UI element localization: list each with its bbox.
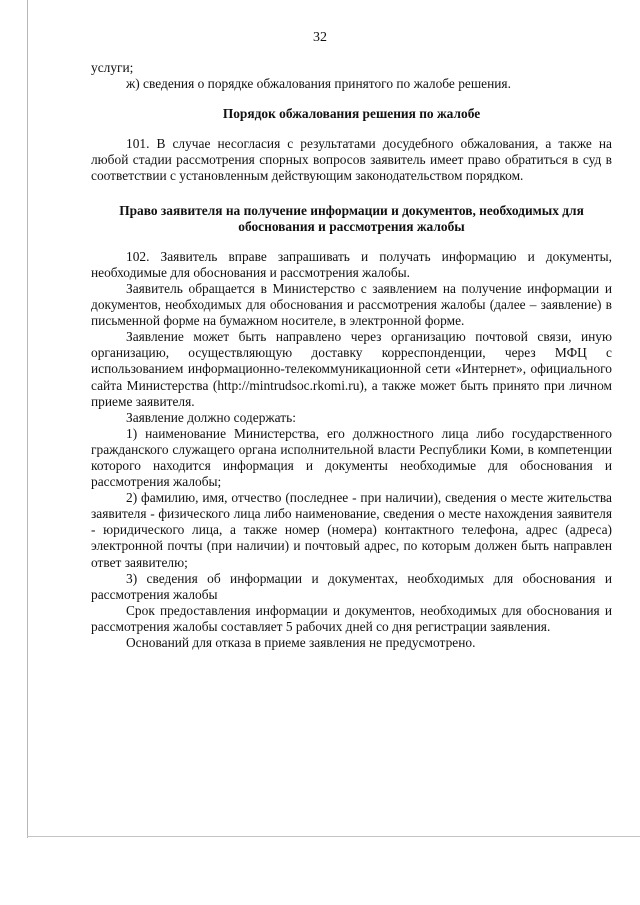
list-item-2: 2) фамилию, имя, отчество (последнее - при наличии), сведения о месте жительства заявителя - физического лица либо наименование, сведения о месте нахождения заявителя - юридического лица, а также номер (номера) контактного телефона, адрес (адреса) электронной почты (при наличии) и почтовый адрес, по которым должен быть направлен ответ заявителю; <box>91 490 612 570</box>
list-item-zh: ж) сведения о порядке обжалования принятого по жалобе решения. <box>126 76 511 92</box>
scan-edge-bottom <box>27 836 640 837</box>
paragraph-services-tail: услуги; <box>91 60 134 75</box>
list-item-1: 1) наименование Министерства, его должностного лица либо государственного гражданского служащего органа исполнительной власти Республики Коми, в компетенции которого находится информация и документы необходимые для обоснования и рассмотрения жалобы; <box>91 425 612 490</box>
section-heading-applicant-rights: Право заявителя на получение информации и документов, необходимых для обоснования и рассмотрения жалобы <box>119 202 584 234</box>
document-body <box>91 60 612 651</box>
paragraph-no-refusal: Оснований для отказа в приеме заявления не предусмотрено. <box>126 635 476 650</box>
paragraph-102: 102. Заявитель вправе запрашивать и получать информацию и документы, необходимые для обоснования и рассмотрения жалобы. <box>91 248 612 280</box>
paragraph-applicant-applies: Заявитель обращается в Министерство с заявлением на получение информации и документов, необходимых для обоснования и рассмотрения жалобы (далее – заявление) в письменной форме на бумажном носителе, в электронной форме. <box>91 280 612 329</box>
page-number: 32 <box>313 30 327 45</box>
section-heading-appeal-procedure: Порядок обжалования решения по жалобе <box>222 106 481 122</box>
paragraph-sending-methods: Заявление может быть направлено через организацию почтовой связи, иную организацию, осуществляющую доставку корреспонденции, через МФЦ с использованием информационно-телекоммуникационной сети «Интернет», официального сайта Министерства (http://mintrudsoc.rkomi.ru), а также может быть принято при личном приеме заявителя. <box>91 329 612 409</box>
paragraph-must-contain: Заявление должно содержать: <box>126 409 296 425</box>
list-item-3: 3) сведения об информации и документах, необходимых для обоснования и рассмотрения жалобы <box>91 570 612 602</box>
paragraph-deadline: Срок предоставления информации и документов, необходимых для обоснования и рассмотрения жалобы составляет 5 рабочих дней со дня регистрации заявления. <box>91 602 612 634</box>
paragraph-101: 101. В случае несогласия с результатами досудебного обжалования, а также на любой стадии рассмотрения спорных вопросов заявитель имеет право обратиться в суд в соответствии с установленным действующим законодательством порядком. <box>91 136 612 184</box>
scan-edge-left <box>27 0 28 838</box>
